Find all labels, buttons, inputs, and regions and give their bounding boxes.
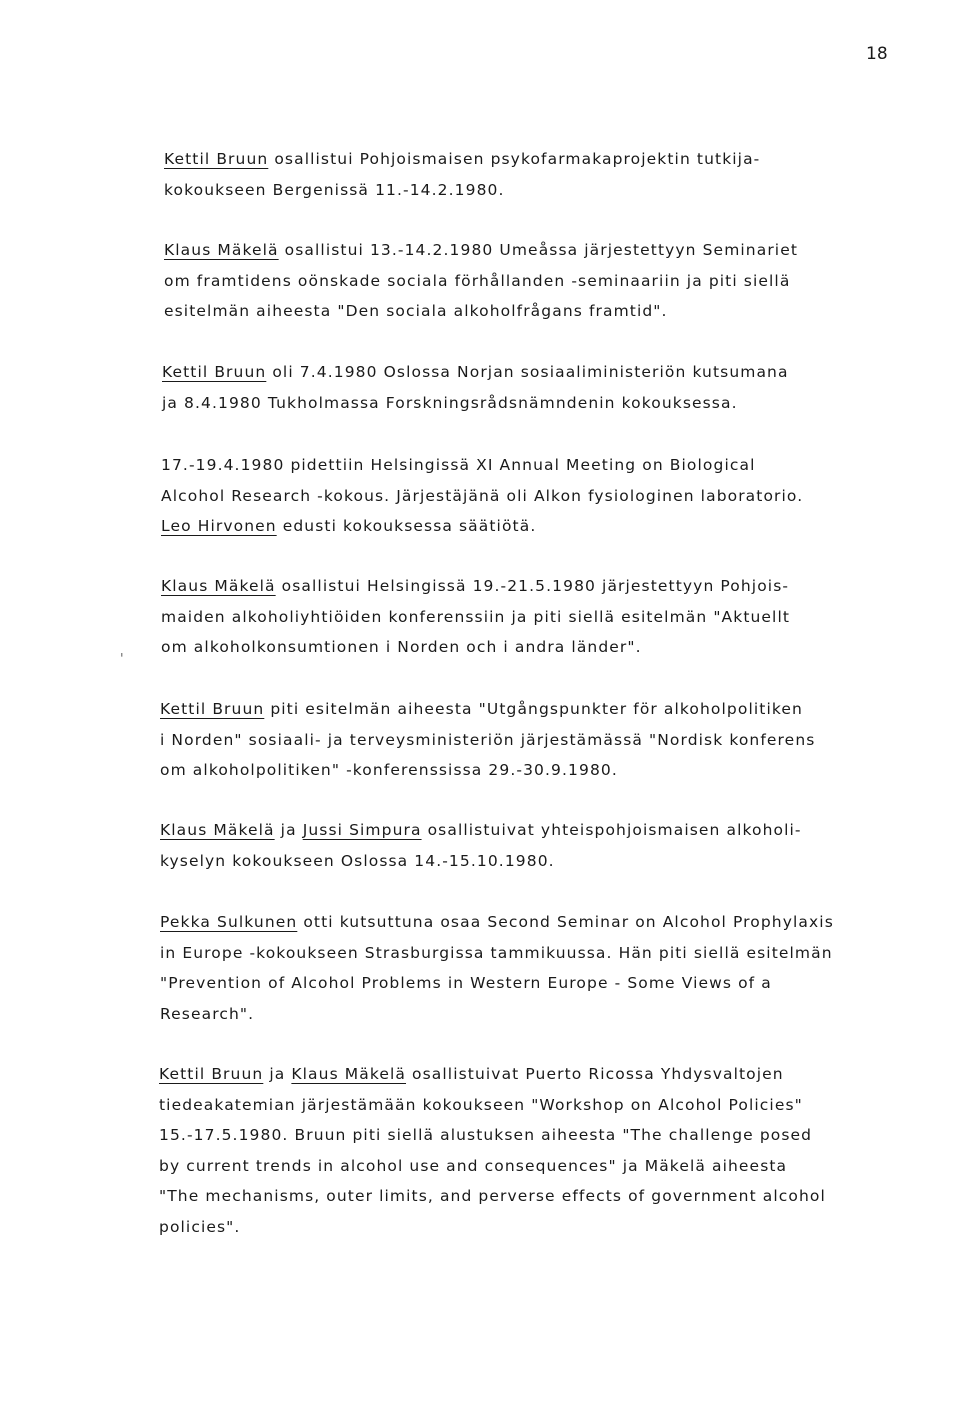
text-segment: ja 8.4.1980 Tukholmassa Forskningsrådsnämndenin kokouksessa. xyxy=(162,393,738,412)
text-line xyxy=(159,1212,826,1243)
text-segment: "Prevention of Alcohol Problems in Western Europe - Some Views of a xyxy=(160,974,772,993)
text-segment: edusti kokouksessa säätiötä. xyxy=(276,517,537,536)
paragraph-strasbourg-seminar xyxy=(160,907,834,1029)
underlined-name: Klaus Mäkelä xyxy=(161,577,276,595)
text-segment: osallistuivat yhteispohjoismaisen alkoholi- xyxy=(421,821,802,839)
paragraph-puerto-rico-workshop xyxy=(159,1059,826,1243)
text-segment: Alcohol Research -kokous. Järjestäjänä oli Alkon fysiologinen laboratorio. xyxy=(161,486,804,505)
text-segment: maiden alkoholiyhtiöiden konferenssiin ja piti siellä esitelmän "Aktuellt xyxy=(161,607,791,626)
underlined-name: Klaus Mäkelä xyxy=(291,1065,407,1083)
text-line xyxy=(160,815,802,846)
text-segment: 17.-19.4.1980 pidettiin Helsingissä XI Annual Meeting on Biological xyxy=(161,456,756,474)
text-line xyxy=(160,938,834,969)
text-line xyxy=(160,907,834,938)
text-line xyxy=(164,296,798,327)
paragraph-nordic-conference xyxy=(160,694,815,786)
underlined-name: Jussi Simpura xyxy=(302,821,422,839)
text-line xyxy=(164,266,798,297)
text-segment: in Europe -kokoukseen Strasburgissa tammikuussa. Hän piti siellä esitelmän xyxy=(160,943,833,962)
page-number: 18 xyxy=(866,44,888,64)
text-line xyxy=(164,144,760,175)
text-line xyxy=(159,1181,826,1212)
text-segment: osallistui Pohjoismaisen psykofarmakaprojektin tutkija- xyxy=(268,150,761,168)
text-segment: i Norden" sosiaali- ja terveysministeriön järjestämässä "Nordisk konferens xyxy=(160,730,816,749)
paragraph-biological-alcohol-research xyxy=(161,450,803,542)
paragraph-oslo-stockholm xyxy=(162,357,789,418)
text-line xyxy=(160,968,834,999)
text-segment: 15.-17.5.1980. Bruun piti siellä alustuksen aiheesta "The challenge posed xyxy=(159,1126,813,1145)
text-segment: osallistui 13.-14.2.1980 Umeåssa järjestettyyn Seminariet xyxy=(278,241,799,259)
text-segment: osallistuivat Puerto Ricossa Yhdysvaltojen xyxy=(406,1065,784,1083)
underlined-name: Kettil Bruun xyxy=(162,363,267,381)
text-segment: policies". xyxy=(159,1217,241,1236)
underlined-name: Pekka Sulkunen xyxy=(160,913,298,931)
text-segment: ja xyxy=(274,821,303,839)
text-line xyxy=(160,846,802,877)
text-line xyxy=(161,450,803,481)
text-line xyxy=(159,1059,826,1090)
text-line xyxy=(164,175,760,206)
paragraph-oslo-survey-meeting xyxy=(160,815,802,876)
text-segment: om alkoholkonsumtionen i Norden och i andra länder". xyxy=(161,638,642,657)
text-line xyxy=(159,1090,826,1121)
text-segment: tiedeakatemian järjestämään kokoukseen "Workshop on Alcohol Policies" xyxy=(159,1095,803,1114)
text-segment: Research". xyxy=(160,1004,255,1023)
text-segment: kokoukseen Bergenissä 11.-14.2.1980. xyxy=(164,180,505,199)
text-line xyxy=(160,755,815,786)
text-segment: otti kutsuttuna osaa Second Seminar on Alcohol Prophylaxis xyxy=(297,913,834,931)
text-segment: om framtidens oönskade sociala förhållanden -seminaariin ja piti siellä xyxy=(164,271,791,290)
underlined-name: Leo Hirvonen xyxy=(161,517,277,536)
text-line xyxy=(164,235,798,266)
paragraph-umea-seminar xyxy=(164,235,798,327)
text-segment: om alkoholpolitiken" -konferenssissa 29.-30.9.1980. xyxy=(160,761,618,780)
text-line xyxy=(161,602,790,633)
text-segment: "The mechanisms, outer limits, and perverse effects of government alcohol xyxy=(159,1187,826,1206)
text-line xyxy=(161,511,803,542)
text-line xyxy=(162,388,789,419)
margin-mark: ' xyxy=(120,652,124,667)
text-segment: oli 7.4.1980 Oslossa Norjan sosiaaliministeriön kutsumana xyxy=(266,363,789,381)
paragraph-bergen-meeting xyxy=(164,144,760,205)
text-line xyxy=(160,725,815,756)
text-segment: osallistui Helsingissä 19.-21.5.1980 järjestettyyn Pohjois- xyxy=(275,577,790,595)
underlined-name: Kettil Bruun xyxy=(160,700,265,718)
text-line xyxy=(160,694,815,725)
text-line xyxy=(161,481,803,512)
text-line xyxy=(159,1120,826,1151)
text-segment: kyselyn kokoukseen Oslossa 14.-15.10.1980. xyxy=(160,851,555,870)
underlined-name: Kettil Bruun xyxy=(164,150,269,168)
text-segment: esitelmän aiheesta "Den sociala alkoholfrågans framtid". xyxy=(164,302,668,321)
underlined-name: Klaus Mäkelä xyxy=(160,821,275,839)
text-segment: by current trends in alcohol use and consequences" ja Mäkelä aiheesta xyxy=(159,1156,788,1175)
text-line xyxy=(160,999,834,1030)
underlined-name: Kettil Bruun xyxy=(159,1065,264,1083)
text-segment: piti esitelmän aiheesta "Utgångspunkter för alkoholpolitiken xyxy=(264,700,803,718)
text-line xyxy=(161,571,790,602)
paragraph-nordic-alcohol-companies xyxy=(161,571,790,663)
text-segment: ja xyxy=(263,1065,292,1083)
text-line xyxy=(162,357,789,388)
underlined-name: Klaus Mäkelä xyxy=(164,241,279,259)
text-line xyxy=(159,1151,826,1182)
text-line xyxy=(161,632,790,663)
